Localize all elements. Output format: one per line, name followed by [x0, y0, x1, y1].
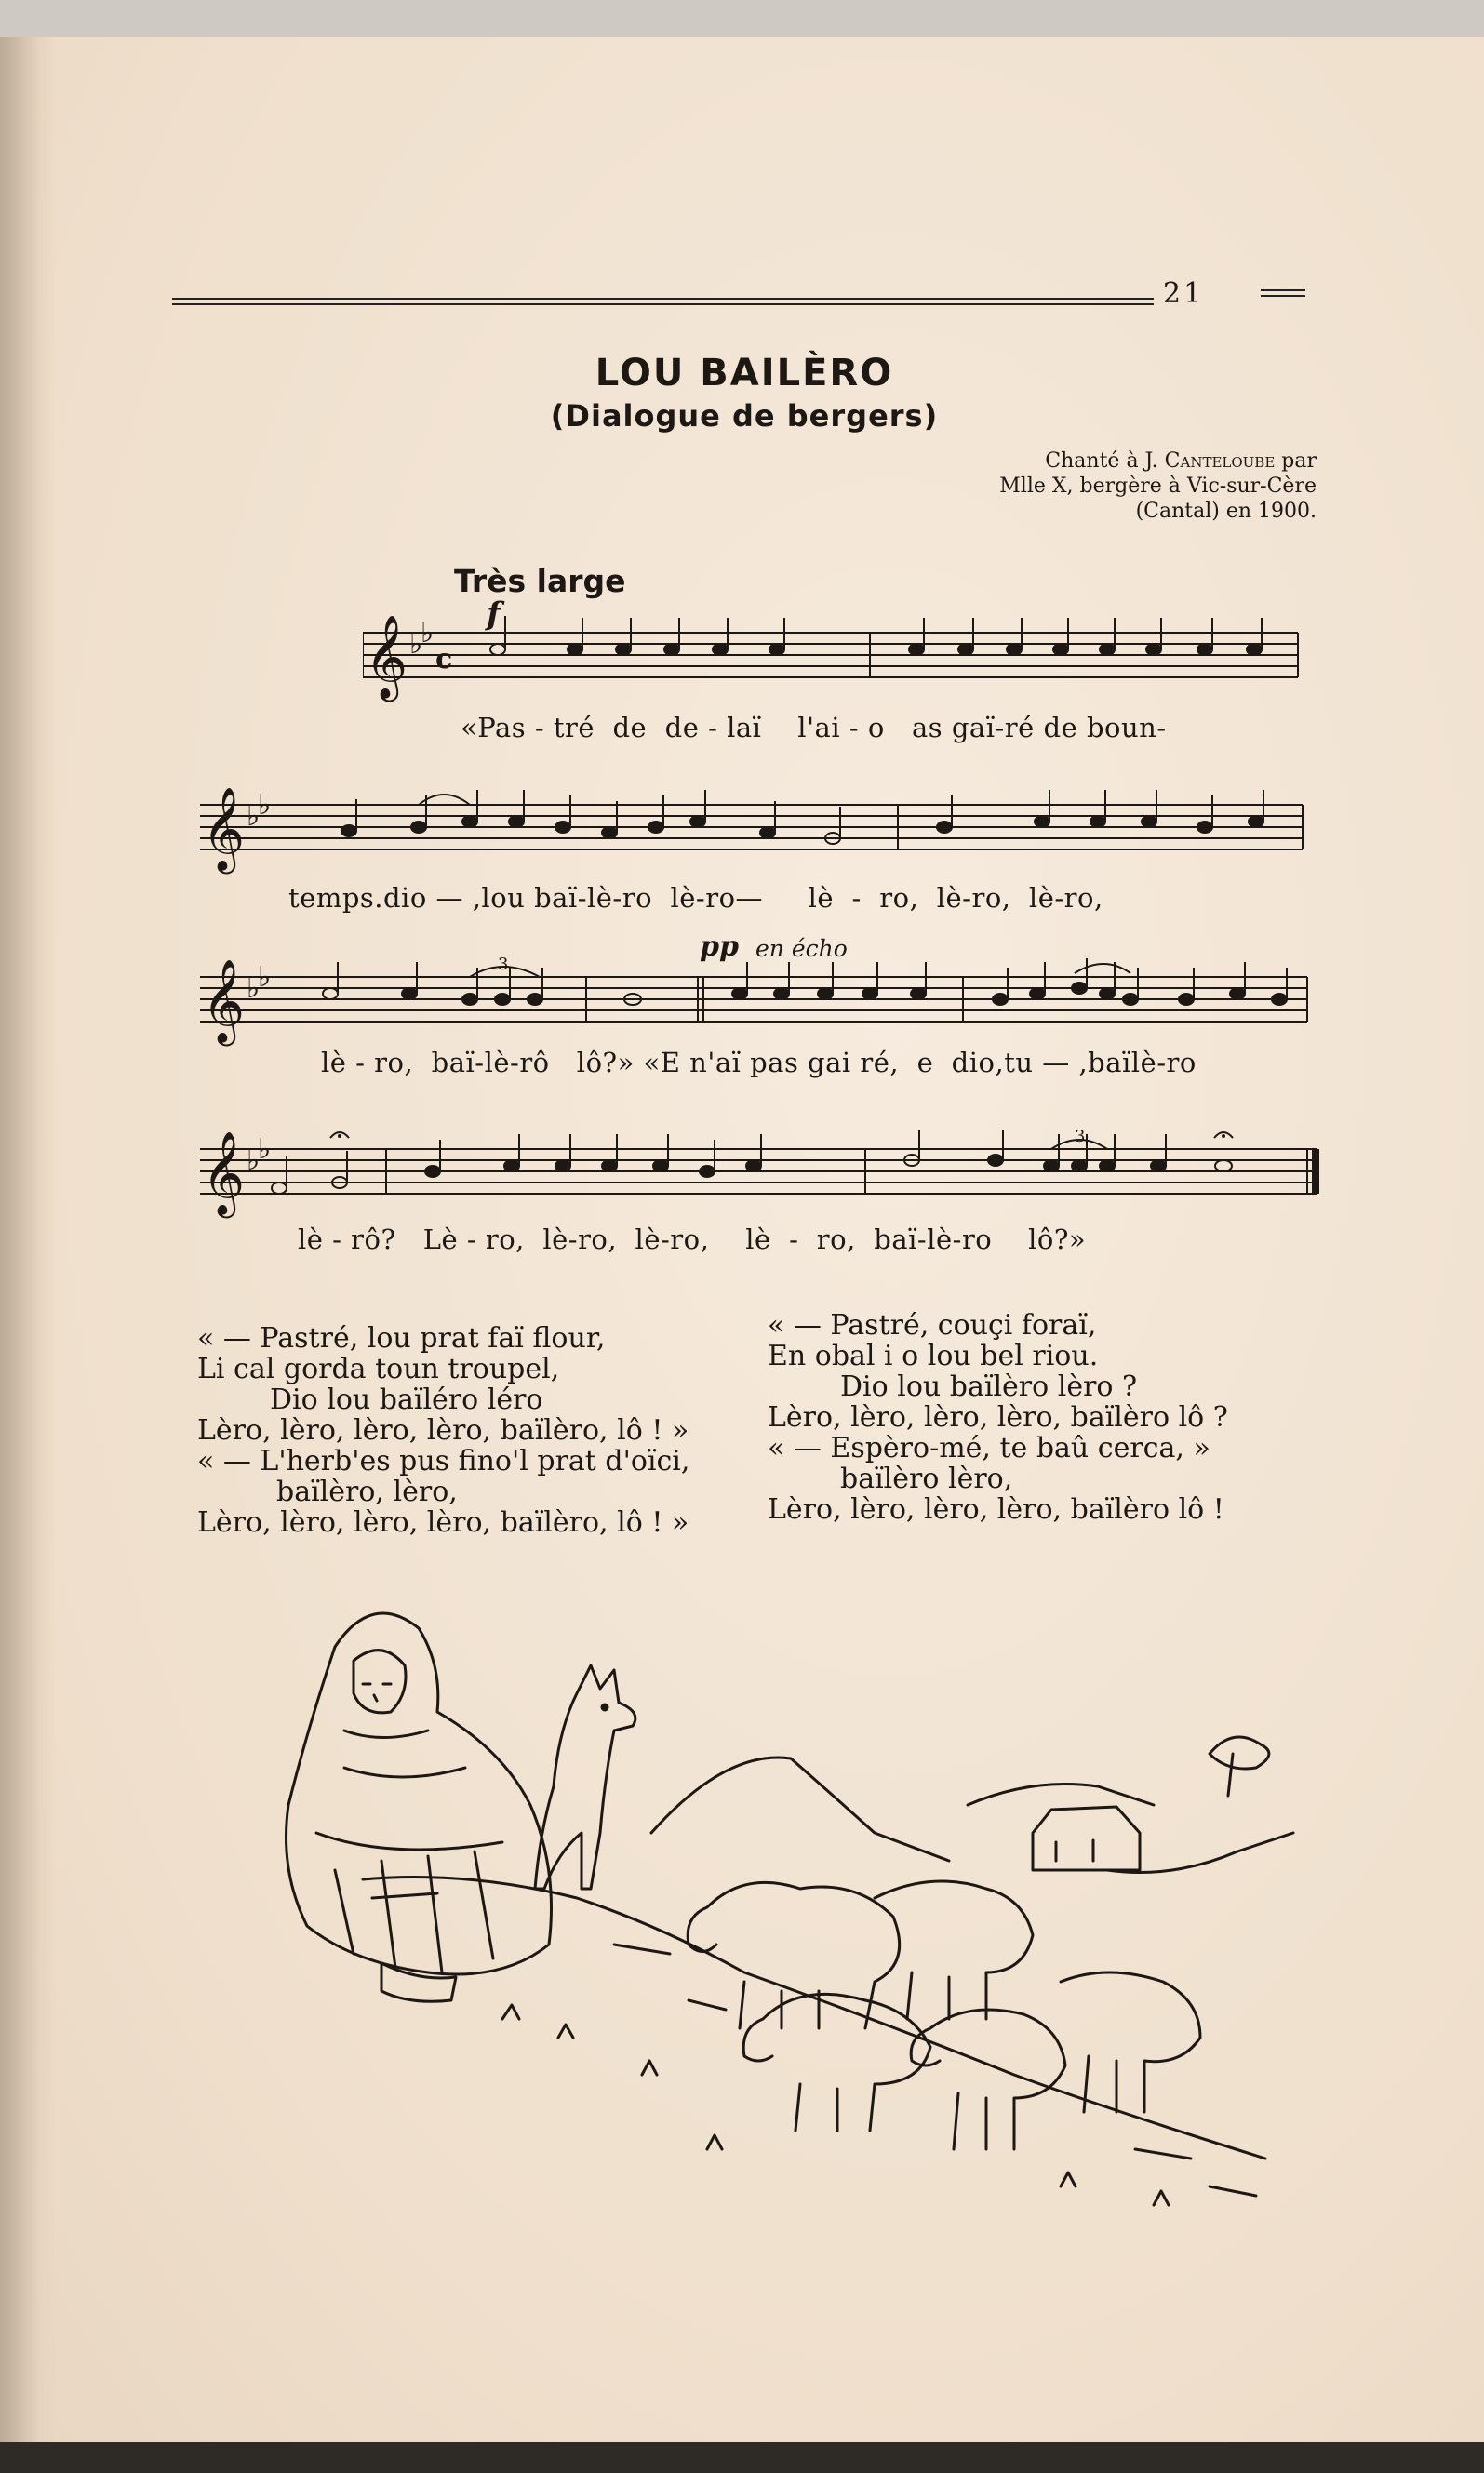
svg-text:𝄞: 𝄞	[202, 959, 246, 1043]
attribution: Chanté à J. Canteloube par Mlle X, bergère à Vic-sur-Cère (Cantal) en 1900.	[999, 449, 1317, 523]
lyrics-line-1: «Pas - tré de de - laï l'ai - o as gaï-ré de boun-	[461, 712, 1167, 743]
tree	[1210, 1737, 1269, 1796]
svg-text:♭: ♭	[421, 617, 435, 649]
tempo-marking: Très large	[454, 563, 626, 599]
svg-text:3: 3	[498, 955, 509, 974]
music-staff-1	[363, 605, 1303, 726]
verse-line: baïlèro lèro,	[840, 1463, 1013, 1495]
verse-left-column	[197, 1323, 689, 1538]
shepherdess-illustration	[223, 1591, 1312, 2261]
svg-text:♭: ♭	[258, 961, 272, 994]
verse-line: « — Espèro-mé, te baû cerca, »	[768, 1432, 1210, 1464]
verse-line: « — Pastré, couçi foraï,	[768, 1309, 1097, 1342]
scanner-bottom-edge	[0, 2442, 1484, 2473]
svg-text:♭: ♭	[247, 1144, 261, 1177]
svg-text:𝄞: 𝄞	[202, 1131, 246, 1215]
verse-line: Lèro, lèro, lèro, lèro, baïlèro, lô ! »	[197, 1414, 689, 1447]
lyrics-line-4: lè - rô? Lè - ro, lè-ro, lè-ro, lè - ro, baï-lè-ro lô?»	[298, 1223, 1087, 1255]
farmhouse	[1033, 1807, 1140, 1870]
header-rule-right	[1261, 289, 1305, 291]
svg-text:♭: ♭	[258, 789, 272, 822]
header-rule-left	[172, 298, 1154, 300]
verse-line: En obal i o lou bel riou.	[768, 1340, 1099, 1372]
composer-name: Canteloube	[1164, 449, 1276, 473]
svg-text:♭: ♭	[258, 1133, 272, 1166]
svg-text:♭: ♭	[247, 800, 261, 833]
svg-text:c: c	[435, 643, 453, 675]
shepherdess-figure	[287, 1613, 552, 1974]
song-title: LOU BAILÈRO	[595, 352, 894, 394]
lyrics-line-2: temps.dio — ,lou baï-lè-ro lè-ro— lè - ro, lè-ro, lè-ro,	[288, 882, 1103, 914]
music-staff-2	[200, 777, 1307, 898]
svg-text:3: 3	[1075, 1127, 1086, 1146]
sheep-3	[743, 1994, 930, 2131]
mountain-outline	[651, 1758, 949, 1861]
sheep-4	[911, 2010, 1065, 2149]
song-subtitle: (Dialogue de bergers)	[550, 398, 939, 434]
page-number: 21	[1163, 277, 1205, 310]
verse-line: Dio lou baïléro léro	[270, 1384, 543, 1416]
verse-right-column	[768, 1310, 1228, 1525]
verse-line: « — Pastré, lou prat faï flour,	[197, 1322, 606, 1355]
dynamic-pianissimo: pp	[700, 930, 739, 963]
book-binding-shadow	[0, 37, 56, 2452]
verse-line: Lèro, lèro, lèro, lèro, baïlèro lô !	[768, 1493, 1224, 1526]
svg-text:𝄞: 𝄞	[202, 787, 246, 871]
verse-line: Li cal gorda toun troupel,	[197, 1353, 560, 1385]
verse-line: baïlèro, lèro,	[276, 1476, 458, 1508]
svg-text:𝄞: 𝄞	[365, 615, 408, 699]
echo-marking: en écho	[755, 935, 848, 962]
svg-text:♭: ♭	[409, 628, 423, 661]
sheep-1	[688, 1882, 900, 2028]
dog-figure	[535, 1665, 635, 1889]
verse-line: Lèro, lèro, lèro, lèro, baïlèro, lô ! »	[197, 1506, 689, 1539]
verse-line: Dio lou baïlèro lèro ?	[840, 1370, 1138, 1403]
sheep-5	[1061, 1972, 1200, 2112]
lyrics-line-3: lè - ro, baï-lè-rô lô?» «E n'aï pas gai ré, e dio,tu — ,baïlè-ro	[321, 1047, 1197, 1078]
dynamic-forte: f	[487, 595, 501, 633]
verse-line: « — L'herb'es pus fino'l prat d'oïci,	[197, 1445, 690, 1477]
svg-text:♭: ♭	[247, 972, 261, 1005]
verse-line: Lèro, lèro, lèro, lèro, baïlèro lô ?	[768, 1401, 1228, 1434]
